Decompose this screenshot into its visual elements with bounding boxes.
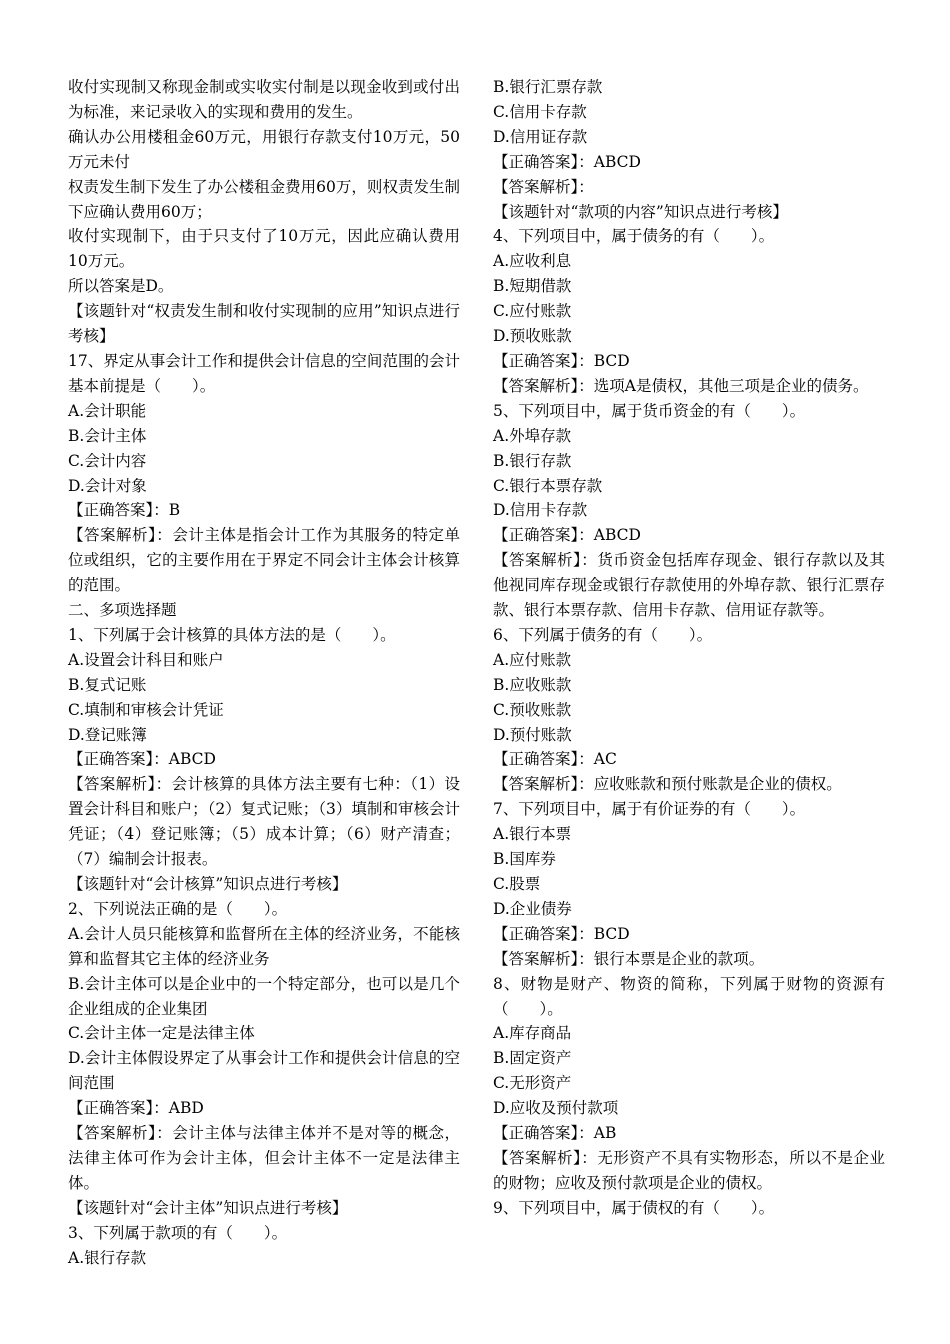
option-c: C.银行本票存款 [493,476,603,495]
right-column [493,75,885,1221]
option-b: B.银行存款 [493,451,572,470]
question-8: 8、财物是财产、物资的简称，下列属于财物的资源有（ ）。 [493,974,885,1018]
correct-answer: 【正确答案】：AB [493,1124,617,1143]
option-a: A.会计人员只能核算和监督所在主体的经济业务，不能核算和监督其它主体的经济业务 [68,924,460,968]
section-heading: 二、多项选择题 [68,601,177,620]
option-b: B.固定资产 [493,1049,572,1068]
paragraph: 收付实现制下，由于只支付了10万元，因此应确认费用10万元。 [68,227,460,271]
answer-explanation: 【答案解析】：无形资产不具有实物形态，所以不是企业的财物；应收及预付款项是企业的债权。 [493,1148,885,1192]
correct-answer: 【正确答案】：AC [493,750,617,769]
option-c: C.会计主体一定是法律主体 [68,1024,255,1043]
option-d: D.信用卡存款 [493,501,588,520]
option-a: A.外埠存款 [493,426,572,445]
question-2: 2、下列说法正确的是（ ）。 [68,899,288,918]
correct-answer: 【正确答案】：ABCD [68,750,216,769]
question-4: 4、下列项目中，属于债务的有（ ）。 [493,227,775,246]
option-a: A.设置会计科目和账户 [68,650,224,669]
option-c: C.预收账款 [493,700,572,719]
option-b: B.复式记账 [68,675,147,694]
answer-explanation: 【答案解析】：应收账款和预付账款是企业的债权。 [493,775,842,794]
option-d: D.会计主体假设界定了从事会计工作和提供会计信息的空间范围 [68,1049,460,1093]
answer-explanation: 【答案解析】： [493,177,594,196]
option-d: D.预付账款 [493,725,572,744]
answer-explanation: 【答案解析】：货币资金包括库存现金、银行存款以及其他视同库存现金或银行存款使用的外埠存款、银行汇票存款、银行本票存款、信用卡存款、信用证存款等。 [493,551,885,620]
option-b: B.短期借款 [493,277,572,296]
question-9: 9、下列项目中，属于债权的有（ ）。 [493,1198,775,1217]
option-c: C.应付账款 [493,302,572,321]
correct-answer: 【正确答案】：ABD [68,1099,204,1118]
answer-explanation: 【答案解析】：会计主体与法律主体并不是对等的概念，法律主体可作为会计主体，但会计主体不一定是法律主体。 [68,1124,460,1192]
option-c: C.股票 [493,875,541,893]
correct-answer: 【正确答案】：BCD [493,351,630,370]
answer-explanation: 【答案解析】：选项A是债权，其他三项是企业的债务。 [493,376,869,395]
option-a: A.库存商品 [493,1024,572,1043]
option-c: C.会计内容 [68,451,147,470]
question-3: 3、下列属于款项的有（ ）。 [68,1223,288,1242]
question-17: 17、界定从事会计工作和提供会计信息的空间范围的会计基本前提是（ ）。 [68,351,460,395]
answer-explanation: 【答案解析】：会计核算的具体方法主要有七种：（1）设置会计科目和账户；（2）复式记账；（3）填制和审核会计凭证；（4）登记账簿；（5）成本计算；（6）财产清查；（7）编制会计报表。 [68,775,460,869]
correct-answer: 【正确答案】：ABCD [493,526,641,545]
answer-explanation: 【答案解析】：会计主体是指会计工作为其服务的特定单位或组织，它的主要作用在于界定不同会计主体会计核算的范围。 [68,526,460,595]
option-b: B.国库券 [493,850,556,869]
paragraph: 确认办公用楼租金60万元，用银行存款支付10万元，50万元未付 [68,127,460,171]
option-b: B.银行汇票存款 [493,78,603,96]
paragraph: 收付实现制又称现金制或实收实付制是以现金收到或付出为标准，来记录收入的实现和费用的发生。 [68,78,460,121]
option-c: C.填制和审核会计凭证 [68,700,224,719]
correct-answer: 【正确答案】：B [68,501,181,520]
correct-answer: 【正确答案】：ABCD [493,152,641,171]
question-5: 5、下列项目中，属于货币资金的有（ ）。 [493,401,806,420]
option-a: A.银行存款 [68,1248,147,1267]
option-a: A.银行本票 [493,825,572,844]
topic-note: 【该题针对“款项的内容”知识点进行考核】 [493,202,788,221]
option-c: C.信用卡存款 [493,102,587,121]
option-d: D.预收账款 [493,327,572,346]
question-7: 7、下列项目中，属于有价证券的有（ ）。 [493,800,806,819]
question-1: 1、下列属于会计核算的具体方法的是（ ）。 [68,625,396,644]
option-a: A.会计职能 [68,401,147,420]
option-c: C.无形资产 [493,1074,572,1093]
option-b: B.应收账款 [493,675,572,694]
topic-note: 【该题针对“会计主体”知识点进行考核】 [68,1198,348,1217]
question-6: 6、下列属于债务的有（ ）。 [493,625,713,644]
option-b: B.会计主体可以是企业中的一个特定部分，也可以是几个企业组成的企业集团 [68,974,460,1018]
option-a: A.应付账款 [493,650,572,669]
option-d: D.登记账簿 [68,725,147,744]
option-b: B.会计主体 [68,426,147,445]
left-column [68,75,460,1271]
topic-note: 【该题针对“会计核算”知识点进行考核】 [68,875,348,893]
paragraph: 权责发生制下发生了办公楼租金费用60万，则权责发生制下应确认费用60万； [68,177,460,221]
option-a: A.应收利息 [493,252,572,271]
option-d: D.应收及预付款项 [493,1099,619,1118]
option-d: D.会计对象 [68,476,147,495]
paragraph: 【该题针对“权责发生制和收付实现制的应用”知识点进行考核】 [68,302,460,346]
option-d: D.企业债券 [493,899,572,918]
answer-explanation: 【答案解析】：银行本票是企业的款项。 [493,949,765,968]
correct-answer: 【正确答案】：BCD [493,924,630,943]
paragraph: 所以答案是D。 [68,277,174,296]
option-d: D.信用证存款 [493,127,588,146]
